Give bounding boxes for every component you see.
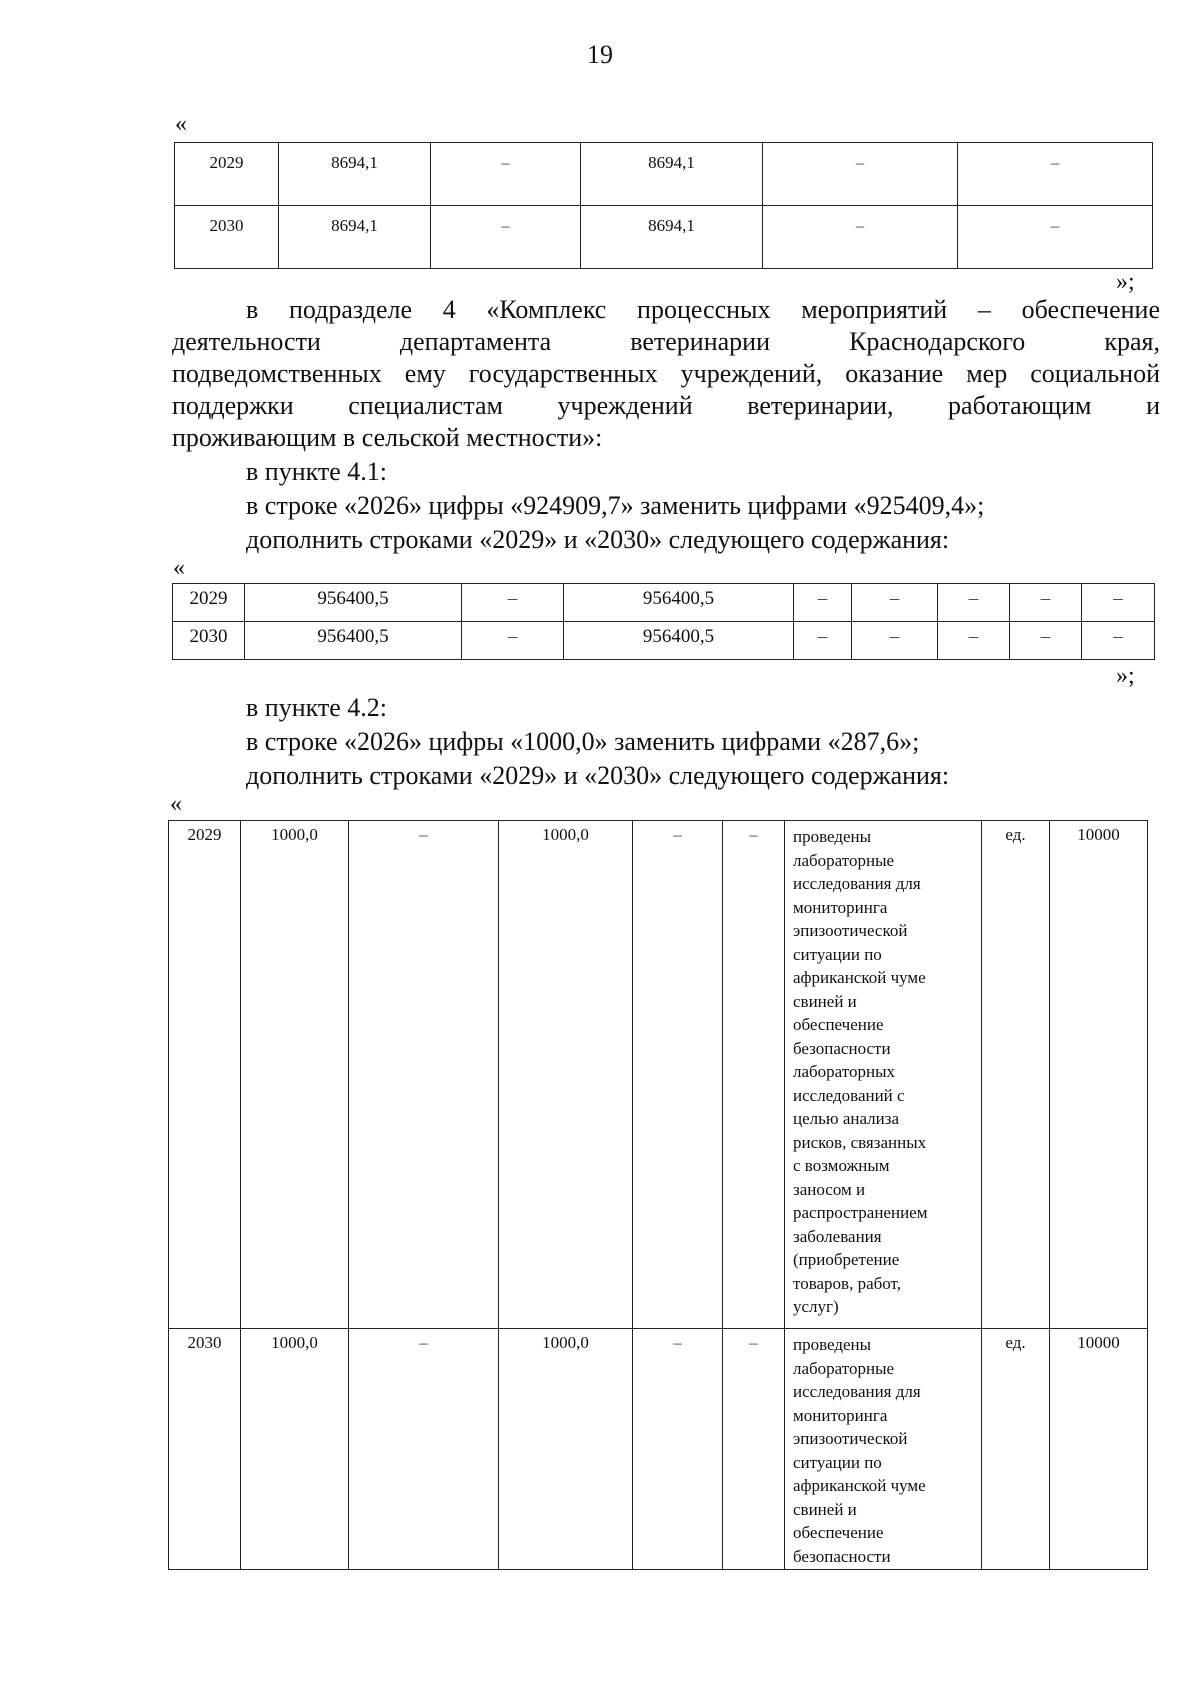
description-line: исследования для <box>793 874 921 893</box>
description-line: товаров, работ, <box>793 1273 901 1293</box>
cell-value: – <box>462 622 564 660</box>
description-line: свиней и <box>793 1499 857 1519</box>
cell-value: – <box>723 821 785 1329</box>
description-line: мониторинга <box>793 1405 888 1425</box>
description-line: рисков, связанных <box>793 1132 927 1152</box>
point-replace: в строке «2026» цифры «924909,7» заменить цифрами «925409,4»; <box>246 491 985 520</box>
cell-year: 2029 <box>169 821 241 1329</box>
description-line: ситуации по <box>793 1452 882 1472</box>
table-2029-2030-a <box>174 142 1153 269</box>
point-replace: в строке «2026» цифры «1000,0» заменить цифрами «287,6»; <box>246 727 920 756</box>
page-number: 19 <box>587 40 613 69</box>
cell-value: 956400,5 <box>564 584 794 622</box>
cell-value: – <box>958 143 1153 206</box>
cell-total: 8694,1 <box>279 143 431 206</box>
open-quote: « <box>170 791 182 817</box>
table-2029-2030-c <box>168 820 1148 1570</box>
description-line: (приобретение <box>793 1250 900 1269</box>
cell-target-value: 10000 <box>1050 1329 1148 1570</box>
description-line: заносом и <box>793 1179 866 1199</box>
cell-total: 956400,5 <box>245 584 462 622</box>
cell-value: – <box>633 821 723 1329</box>
cell-description <box>785 821 982 1329</box>
cell-value: – <box>938 622 1010 660</box>
paragraph-line: проживающим в сельской местности»: <box>172 423 603 452</box>
description-line: африканской чуме <box>793 968 926 987</box>
cell-total: 1000,0 <box>241 1329 349 1570</box>
description-line: исследования для <box>793 1382 921 1401</box>
cell-value: – <box>431 143 581 206</box>
description-line: лабораторные <box>793 1358 895 1378</box>
cell-total: 1000,0 <box>241 821 349 1329</box>
description-line: обеспечение <box>793 1523 884 1542</box>
cell-value: – <box>349 1329 499 1570</box>
cell-unit: ед. <box>982 821 1050 1329</box>
description-line: обеспечение <box>793 1015 884 1034</box>
description-line: свиней и <box>793 991 857 1011</box>
table-row <box>175 206 1153 269</box>
description-line: целью анализа <box>793 1109 900 1128</box>
cell-value: – <box>723 1329 785 1570</box>
paragraph-line: подведомственных ему государственных учреждений, оказание мер социальной <box>172 359 1160 388</box>
description-line: проведены <box>793 1335 872 1354</box>
cell-value: – <box>349 821 499 1329</box>
description-line: лабораторные <box>793 850 895 870</box>
cell-total: 8694,1 <box>279 206 431 269</box>
description-line: распространением <box>793 1203 928 1222</box>
cell-value: – <box>794 622 852 660</box>
cell-value: – <box>1082 622 1155 660</box>
description-line: проведены <box>793 827 872 846</box>
description-line: эпизоотической <box>793 1429 908 1448</box>
paragraph-line: в подразделе 4 «Комплекс процессных мероприятий – обеспечение <box>246 295 1160 324</box>
cell-value: – <box>763 206 958 269</box>
description-line: безопасности <box>793 1038 891 1058</box>
cell-value: – <box>1010 584 1082 622</box>
description-line: услуг) <box>793 1297 839 1316</box>
cell-value: – <box>633 1329 723 1570</box>
cell-value: – <box>852 584 938 622</box>
cell-year: 2030 <box>173 622 245 660</box>
paragraph-line: поддержки специалистам учреждений ветеринарии, работающим и <box>172 391 1160 420</box>
description-line: эпизоотической <box>793 921 908 940</box>
cell-value: – <box>794 584 852 622</box>
cell-value: – <box>462 584 564 622</box>
cell-value: 8694,1 <box>581 143 763 206</box>
paragraph-line: деятельности департамента ветеринарии Краснодарского края, <box>172 327 1160 356</box>
description-line: с возможным <box>793 1156 890 1175</box>
description-line: мониторинга <box>793 897 888 917</box>
table-row <box>169 821 1148 1329</box>
cell-description <box>785 1329 982 1570</box>
cell-value: – <box>938 584 1010 622</box>
cell-total: 956400,5 <box>245 622 462 660</box>
cell-unit: ед. <box>982 1329 1050 1570</box>
point-heading: в пункте 4.2: <box>246 693 388 722</box>
cell-year: 2029 <box>175 143 279 206</box>
cell-value: – <box>763 143 958 206</box>
close-quote: »; <box>1116 269 1135 295</box>
cell-target-value: 10000 <box>1050 821 1148 1329</box>
cell-value: 956400,5 <box>564 622 794 660</box>
table-row <box>175 143 1153 206</box>
description-line: ситуации по <box>793 944 882 964</box>
description-line: исследований с <box>793 1085 905 1105</box>
cell-year: 2030 <box>169 1329 241 1570</box>
description-line: африканской чуме <box>793 1476 926 1495</box>
table-row <box>173 584 1155 622</box>
cell-year: 2029 <box>173 584 245 622</box>
cell-value: 8694,1 <box>581 206 763 269</box>
table-2029-2030-b <box>172 583 1155 660</box>
cell-value: 1000,0 <box>499 821 633 1329</box>
cell-value: – <box>431 206 581 269</box>
description-line: безопасности <box>793 1546 891 1566</box>
cell-value: – <box>958 206 1153 269</box>
cell-value: – <box>1010 622 1082 660</box>
cell-year: 2030 <box>175 206 279 269</box>
point-add: дополнить строками «2029» и «2030» следующего содержания: <box>246 525 950 554</box>
close-quote: »; <box>1116 663 1135 689</box>
table-row <box>173 622 1155 660</box>
point-heading: в пункте 4.1: <box>246 457 388 486</box>
cell-value: – <box>1082 584 1155 622</box>
cell-value: – <box>852 622 938 660</box>
cell-value: 1000,0 <box>499 1329 633 1570</box>
point-add: дополнить строками «2029» и «2030» следующего содержания: <box>246 761 950 790</box>
open-quote: « <box>175 111 187 137</box>
table-row <box>169 1329 1148 1570</box>
description-line: заболевания <box>793 1226 882 1246</box>
description-line: лабораторных <box>793 1062 896 1081</box>
open-quote: « <box>173 555 185 581</box>
